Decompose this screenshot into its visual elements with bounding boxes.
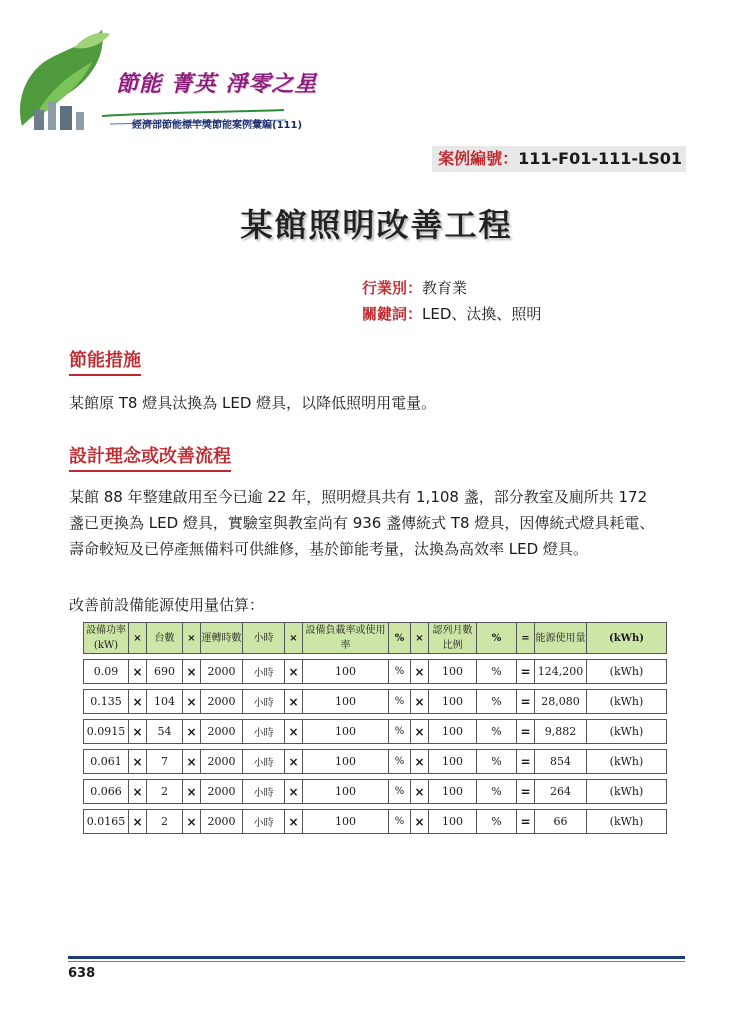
cell-percent: % bbox=[389, 660, 411, 684]
cell-total: 66 bbox=[535, 810, 587, 834]
cell-unit: (kWh) bbox=[587, 810, 667, 834]
header-total: 能源使用量 bbox=[535, 623, 587, 654]
cell-total: 28,080 bbox=[535, 690, 587, 714]
cell-units: 7 bbox=[147, 750, 183, 774]
cell-unit: (kWh) bbox=[587, 720, 667, 744]
cell-percent: % bbox=[477, 720, 517, 744]
page-title: 某館照明改善工程 bbox=[240, 206, 513, 244]
case-number-value: 111-F01-111-LS01 bbox=[518, 149, 682, 168]
header-hours-unit: 小時 bbox=[243, 623, 285, 654]
table-row bbox=[84, 750, 667, 774]
cell-percent: % bbox=[389, 810, 411, 834]
cell-unit: (kWh) bbox=[587, 780, 667, 804]
cell-times: × bbox=[411, 720, 429, 744]
cell-total: 9,882 bbox=[535, 720, 587, 744]
cell-times: × bbox=[183, 750, 201, 774]
cell-power: 0.0915 bbox=[84, 720, 129, 744]
design-text bbox=[69, 484, 687, 562]
cell-equals: = bbox=[517, 780, 535, 804]
header-times: × bbox=[129, 623, 147, 654]
table-header-row bbox=[84, 623, 667, 654]
cell-ratio: 100 bbox=[429, 750, 477, 774]
cell-ratio: 100 bbox=[429, 660, 477, 684]
header-percent: % bbox=[389, 623, 411, 654]
cell-unit: (kWh) bbox=[587, 690, 667, 714]
cell-equals: = bbox=[517, 690, 535, 714]
cell-times: × bbox=[285, 780, 303, 804]
cell-load: 100 bbox=[303, 810, 389, 834]
cell-power: 0.066 bbox=[84, 780, 129, 804]
logo-title: 節能 菁英 淨零之星 bbox=[116, 71, 318, 97]
cell-power: 0.135 bbox=[84, 690, 129, 714]
cell-equals: = bbox=[517, 810, 535, 834]
cell-ratio: 100 bbox=[429, 690, 477, 714]
cell-hours: 2000 bbox=[201, 750, 243, 774]
cell-times: × bbox=[411, 660, 429, 684]
table-row bbox=[84, 720, 667, 744]
cell-power: 0.061 bbox=[84, 750, 129, 774]
cell-times: × bbox=[411, 810, 429, 834]
industry-label: 行業別： bbox=[362, 279, 423, 297]
measure-text bbox=[69, 390, 687, 416]
cell-total: 264 bbox=[535, 780, 587, 804]
cell-ratio: 100 bbox=[429, 720, 477, 744]
cell-hours: 2000 bbox=[201, 810, 243, 834]
cell-hours-unit: 小時 bbox=[243, 750, 285, 774]
table-row bbox=[84, 690, 667, 714]
cell-times: × bbox=[285, 660, 303, 684]
table-row bbox=[84, 810, 667, 834]
table-row bbox=[84, 780, 667, 804]
cell-percent: % bbox=[477, 750, 517, 774]
cell-power: 0.09 bbox=[84, 660, 129, 684]
cell-times: × bbox=[285, 720, 303, 744]
cell-ratio: 100 bbox=[429, 780, 477, 804]
cell-hours: 2000 bbox=[201, 780, 243, 804]
cell-hours: 2000 bbox=[201, 690, 243, 714]
design-line: 某館 88 年整建啟用至今已逾 22 年，照明燈具共有 1,108 盞，部分教室及廁所共 172 bbox=[69, 488, 648, 506]
cell-percent: % bbox=[389, 750, 411, 774]
cell-units: 2 bbox=[147, 810, 183, 834]
cell-percent: % bbox=[389, 720, 411, 744]
footer-rule bbox=[68, 956, 685, 962]
cell-equals: = bbox=[517, 720, 535, 744]
cell-times: × bbox=[129, 810, 147, 834]
estimate-label-text: 改善前設備能源使用量估算： bbox=[69, 596, 265, 614]
case-number bbox=[432, 146, 686, 172]
cell-ratio: 100 bbox=[429, 810, 477, 834]
design-heading: 設計理念或改善流程 bbox=[69, 442, 231, 472]
cell-percent: % bbox=[389, 780, 411, 804]
cell-unit: (kWh) bbox=[587, 750, 667, 774]
page-number: 638 bbox=[68, 966, 96, 981]
cell-times: × bbox=[285, 690, 303, 714]
cell-times: × bbox=[411, 750, 429, 774]
cell-percent: % bbox=[477, 690, 517, 714]
measure-heading: 節能措施 bbox=[69, 346, 141, 376]
header-percent: % bbox=[477, 623, 517, 654]
table-body bbox=[84, 654, 667, 834]
header-units: 台數 bbox=[147, 623, 183, 654]
cell-load: 100 bbox=[303, 750, 389, 774]
cell-units: 2 bbox=[147, 780, 183, 804]
table-row bbox=[84, 660, 667, 684]
cell-times: × bbox=[183, 660, 201, 684]
logo bbox=[14, 22, 318, 134]
cell-load: 100 bbox=[303, 780, 389, 804]
design-line: 壽命較短及已停產無備料可供維修，基於節能考量，汰換為高效率 LED 燈具。 bbox=[69, 540, 588, 558]
cell-percent: % bbox=[477, 660, 517, 684]
header-times: × bbox=[411, 623, 429, 654]
header-kwh: (kWh) bbox=[587, 623, 667, 654]
cell-load: 100 bbox=[303, 660, 389, 684]
cell-times: × bbox=[129, 750, 147, 774]
cell-equals: = bbox=[517, 750, 535, 774]
cell-power: 0.0165 bbox=[84, 810, 129, 834]
cell-equals: = bbox=[517, 660, 535, 684]
cell-times: × bbox=[129, 780, 147, 804]
cell-hours-unit: 小時 bbox=[243, 780, 285, 804]
measure-paragraph: 某館原 T8 燈具汰換為 LED 燈具，以降低照明用電量。 bbox=[69, 394, 437, 412]
cell-times: × bbox=[285, 750, 303, 774]
estimate-label bbox=[69, 592, 687, 618]
keywords-line bbox=[362, 303, 541, 324]
header-power: 設備功率(kW) bbox=[84, 623, 129, 654]
header-hours: 運轉時數 bbox=[201, 623, 243, 654]
cell-percent: % bbox=[389, 690, 411, 714]
cell-times: × bbox=[129, 720, 147, 744]
cell-times: × bbox=[183, 810, 201, 834]
cell-units: 104 bbox=[147, 690, 183, 714]
cell-hours: 2000 bbox=[201, 720, 243, 744]
header-equals: = bbox=[517, 623, 535, 654]
energy-estimate-table bbox=[83, 622, 667, 834]
cell-unit: (kWh) bbox=[587, 660, 667, 684]
cell-times: × bbox=[183, 780, 201, 804]
header-times: × bbox=[285, 623, 303, 654]
cell-times: × bbox=[129, 660, 147, 684]
header-ratio: 認列月數比例 bbox=[429, 623, 477, 654]
cell-load: 100 bbox=[303, 720, 389, 744]
cell-units: 690 bbox=[147, 660, 183, 684]
cell-hours: 2000 bbox=[201, 660, 243, 684]
cell-times: × bbox=[183, 690, 201, 714]
case-number-label: 案例編號： bbox=[438, 149, 519, 168]
cell-hours-unit: 小時 bbox=[243, 810, 285, 834]
cell-percent: % bbox=[477, 780, 517, 804]
cell-total: 124,200 bbox=[535, 660, 587, 684]
industry-value: 教育業 bbox=[422, 279, 468, 297]
cell-times: × bbox=[285, 810, 303, 834]
cell-units: 54 bbox=[147, 720, 183, 744]
cell-hours-unit: 小時 bbox=[243, 720, 285, 744]
industry-line bbox=[362, 277, 467, 298]
cell-times: × bbox=[183, 720, 201, 744]
header-times: × bbox=[183, 623, 201, 654]
cell-hours-unit: 小時 bbox=[243, 690, 285, 714]
cell-times: × bbox=[411, 690, 429, 714]
keywords-label: 關鍵詞： bbox=[362, 305, 423, 323]
cell-hours-unit: 小時 bbox=[243, 660, 285, 684]
design-line: 盞已更換為 LED 燈具，實驗室與教室尚有 936 盞傳統式 T8 燈具，因傳統式燈具耗電、 bbox=[69, 514, 655, 532]
header-load: 設備負載率或使用率 bbox=[303, 623, 389, 654]
logo-subtitle: 經濟部節能標竿獎節能案例彙編(111) bbox=[132, 120, 303, 131]
keywords-value: LED、汰換、照明 bbox=[422, 305, 542, 323]
cell-percent: % bbox=[477, 810, 517, 834]
cell-load: 100 bbox=[303, 690, 389, 714]
cell-total: 854 bbox=[535, 750, 587, 774]
cell-times: × bbox=[129, 690, 147, 714]
cell-times: × bbox=[411, 780, 429, 804]
